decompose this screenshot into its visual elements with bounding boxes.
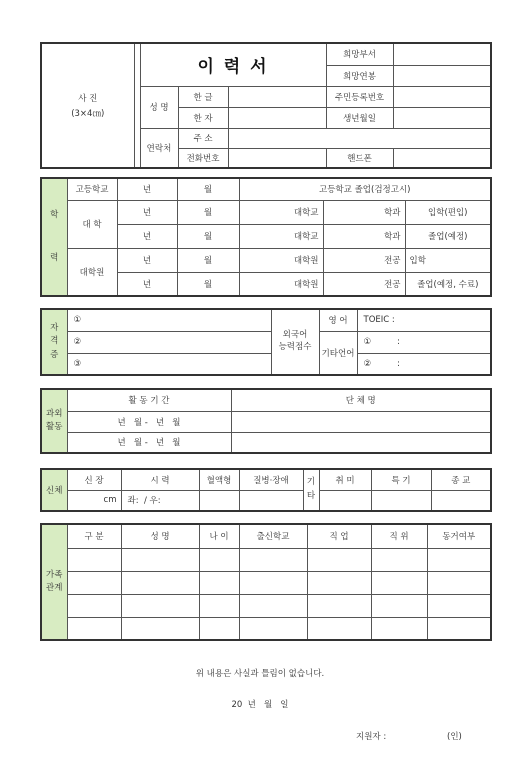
family-row	[41, 594, 491, 617]
activity-period-row[interactable]: 년 월 - 년 월	[67, 411, 231, 432]
edu-year: 년	[117, 248, 177, 272]
family-header-job: 직 업	[307, 524, 371, 548]
name-hanja-field[interactable]	[228, 107, 326, 128]
foreign-lang-label: 외국어 능력점수	[271, 309, 319, 375]
resident-no-field[interactable]	[393, 86, 491, 107]
education-table	[40, 177, 492, 297]
edu-status: 입학	[405, 248, 491, 272]
vision-label: 시 력	[121, 469, 199, 490]
family-row	[41, 548, 491, 571]
activity-table	[40, 388, 492, 454]
activity-org-field[interactable]	[231, 432, 491, 453]
edu-school: 대학원	[239, 272, 323, 296]
photo-size: (3×4㎝)	[71, 109, 105, 119]
toeic-field[interactable]: TOEIC :	[357, 309, 491, 331]
family-row	[41, 617, 491, 640]
desired-dept-label: 희망부서	[326, 43, 393, 65]
contact-label: 연락처	[140, 128, 178, 168]
edu-school: 대학원	[239, 248, 323, 272]
license-label: 자 격 증	[41, 309, 67, 375]
hobby-label: 취 미	[319, 469, 371, 490]
license-item-3[interactable]: ③	[67, 353, 271, 375]
photo-box	[41, 43, 134, 168]
name-hangul-label: 한 글	[178, 86, 228, 107]
edu-highschool-status: 고등학교 졸업(검정고시)	[239, 178, 491, 200]
family-header-position: 직 위	[371, 524, 427, 548]
activity-org-header: 단 체 명	[231, 389, 491, 411]
height-label: 신 장	[67, 469, 121, 490]
skill-label: 특 기	[371, 469, 431, 490]
edu-school: 대학교	[239, 224, 323, 248]
height-field[interactable]: cm	[67, 490, 121, 511]
birth-date-label: 생년월일	[326, 107, 393, 128]
desired-dept-field[interactable]	[393, 43, 491, 65]
vision-field[interactable]: 좌: / 우:	[121, 490, 199, 511]
edu-year: 년	[117, 224, 177, 248]
activity-period-header: 활 동 기 간	[67, 389, 231, 411]
hobby-field[interactable]	[319, 490, 371, 511]
edu-status: 졸업(예정)	[405, 224, 491, 248]
activity-label: 과외 활동	[41, 389, 67, 453]
phone-label: 전화번호	[178, 148, 228, 168]
blood-field[interactable]	[199, 490, 239, 511]
page-title: 이 력 서	[140, 43, 326, 86]
license-item-2[interactable]: ②	[67, 331, 271, 353]
family-row	[41, 571, 491, 594]
address-field[interactable]	[228, 128, 491, 148]
edu-month: 월	[177, 200, 239, 224]
photo-label: 사 진	[78, 94, 98, 104]
family-header-age: 나 이	[199, 524, 239, 548]
edu-level-highschool: 고등학교	[67, 178, 117, 200]
activity-period-row[interactable]: 년 월 - 년 월	[67, 432, 231, 453]
edu-year: 년	[117, 272, 177, 296]
applicant-label: 지원자 :	[356, 732, 387, 742]
address-label: 주 소	[178, 128, 228, 148]
desired-salary-label: 희망연봉	[326, 65, 393, 86]
phone-field[interactable]	[228, 148, 326, 168]
name-hangul-field[interactable]	[228, 86, 326, 107]
edu-year: 년	[117, 200, 177, 224]
edu-month: 월	[177, 248, 239, 272]
disease-field[interactable]	[239, 490, 303, 511]
edu-level-graduate: 대학원	[67, 248, 117, 296]
edu-major: 학과	[323, 200, 405, 224]
family-table	[40, 523, 492, 641]
religion-field[interactable]	[431, 490, 491, 511]
etc-label: 기 타	[303, 469, 319, 511]
family-header-relation: 구 분	[67, 524, 121, 548]
body-info-label: 신체	[41, 469, 67, 511]
other-lang-2[interactable]: ② :	[357, 353, 491, 375]
english-label: 영 어	[319, 309, 357, 331]
edu-month: 월	[177, 224, 239, 248]
license-table	[40, 308, 492, 376]
body-info-table	[40, 468, 492, 512]
other-lang-1[interactable]: ① :	[357, 331, 491, 353]
mobile-label: 핸드폰	[326, 148, 393, 168]
other-lang-label: 기타언어	[319, 331, 357, 375]
edu-month: 월	[177, 178, 239, 200]
name-hanja-label: 한 자	[178, 107, 228, 128]
edu-major: 학과	[323, 224, 405, 248]
blood-label: 혈액형	[199, 469, 239, 490]
edu-school: 대학교	[239, 200, 323, 224]
mobile-field[interactable]	[393, 148, 491, 168]
family-header-name: 성 명	[121, 524, 199, 548]
name-label: 성 명	[140, 86, 178, 128]
family-header-school: 출신학교	[239, 524, 307, 548]
family-header-cohabit: 동거여부	[427, 524, 491, 548]
statement-text: 위 내용은 사실과 틀림이 없습니다.	[195, 669, 325, 679]
edu-status: 입학(편입)	[405, 200, 491, 224]
edu-year: 년	[117, 178, 177, 200]
seal-mark: (인)	[447, 732, 462, 742]
date-line: 20 년 월 일	[231, 700, 289, 710]
edu-level-university: 대 학	[67, 200, 117, 248]
edu-status: 졸업(예정, 수료)	[405, 272, 491, 296]
edu-major: 전공	[323, 248, 405, 272]
edu-major: 전공	[323, 272, 405, 296]
edu-month: 월	[177, 272, 239, 296]
birth-date-field[interactable]	[393, 107, 491, 128]
desired-salary-field[interactable]	[393, 65, 491, 86]
religion-label: 종 교	[431, 469, 491, 490]
activity-org-field[interactable]	[231, 411, 491, 432]
family-label: 가족 관계	[41, 524, 67, 640]
header-table	[40, 42, 492, 169]
resident-no-label: 주민등록번호	[326, 86, 393, 107]
license-item-1[interactable]: ①	[67, 309, 271, 331]
skill-field[interactable]	[371, 490, 431, 511]
education-label: 학 력	[41, 178, 67, 296]
disease-label: 질병·장애	[239, 469, 303, 490]
